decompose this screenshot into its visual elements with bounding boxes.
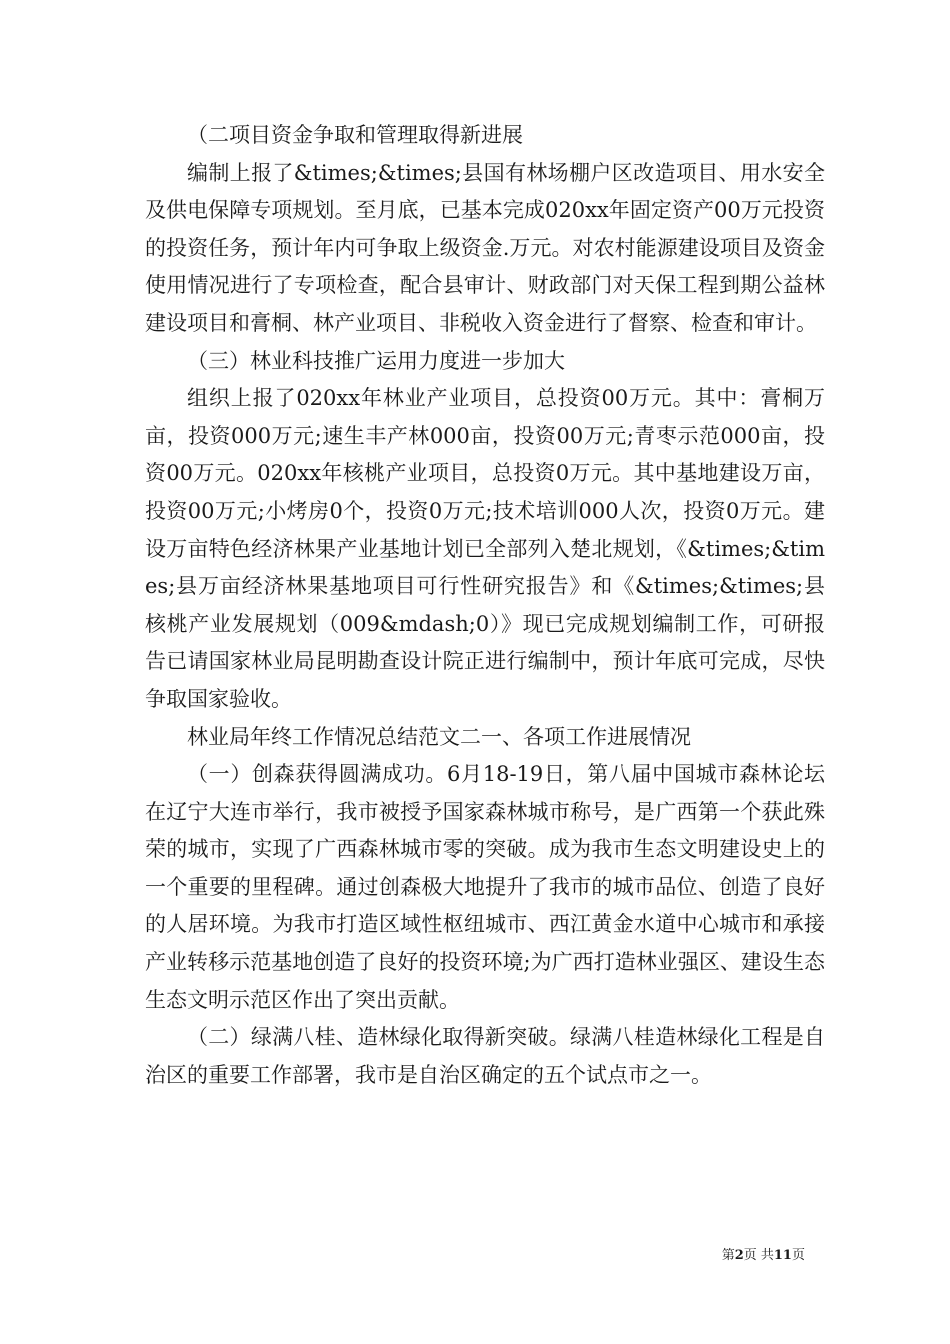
footer-middle: 页 共 <box>743 1248 774 1263</box>
footer-total-pages: 11 <box>773 1248 792 1263</box>
paragraph-funding: 编制上报了&times;&times;县国有林场棚户区改造项目、用水安全及供电保障专项规划。至月底，已基本完成020xx年固定资产00万元投资的投资任务，预计年内可争取上级资金.万元。对农村能源建设项目及资金使用情况进行了专项检查，配合县审计、财政部门对天保工程到期公益林建设项目和膏桐、林产业项目、非税收入资金进行了督察、检查和审计。 <box>145 160 825 335</box>
section-heading-funding: （二项目资金争取和管理取得新进展 <box>187 123 523 147</box>
footer-suffix: 页 <box>791 1248 805 1263</box>
paragraph-technology: 组织上报了020xx年林业产业项目，总投资00万元。其中：膏桐万亩，投资000万元;速生丰产林000亩，投资00万元;青枣示范000亩，投资00万元。020xx年核桃产业项目，总投资0万元。其中基地建设万亩，投资00万元;小烤房0个，投资0万元;技术培训000人次，投资0万元。建设万亩特色经济林果产业基地计划已全部列入楚北规划，《&times;&times;县万亩经济林果基地项目可行性研究报告》和《&times;&times;县核桃产业发展规划（009&mdash;0）》现已完成规划编制工作，可研报告已请国家林业局昆明勘查设计院正进行编制中，预计年底可完成，尽快争取国家验收。 <box>145 386 825 711</box>
footer-prefix: 第 <box>721 1248 735 1263</box>
document-body <box>145 117 825 1094</box>
paragraph-forest-city: （一）创森获得圆满成功。6月18-19日，第八届中国城市森林论坛在辽宁大连市举行，我市被授予国家森林城市称号，是广西第一个获此殊荣的城市，实现了广西森林城市零的突破。成为我市生态文明建设史上的一个重要的里程碑。通过创森极大地提升了我市的城市品位、创造了良好的人居环境。为我市打造区域性枢纽城市、西江黄金水道中心城市和承接产业转移示范基地创造了良好的投资环境;为广西打造林业强区、建设生态生态文明示范区作出了突出贡献。 <box>145 762 825 1012</box>
paragraph-greening: （二）绿满八桂、造林绿化取得新突破。绿满八桂造林绿化工程是自治区的重要工作部署，我市是自治区确定的五个试点市之一。 <box>145 1025 825 1087</box>
section-heading-summary-two: 林业局年终工作情况总结范文二一、各项工作进展情况 <box>187 724 691 749</box>
footer-current-page: 2 <box>734 1248 744 1263</box>
page-footer <box>722 1248 805 1264</box>
section-heading-technology: （三）林业科技推广运用力度进一步加大 <box>187 348 565 373</box>
